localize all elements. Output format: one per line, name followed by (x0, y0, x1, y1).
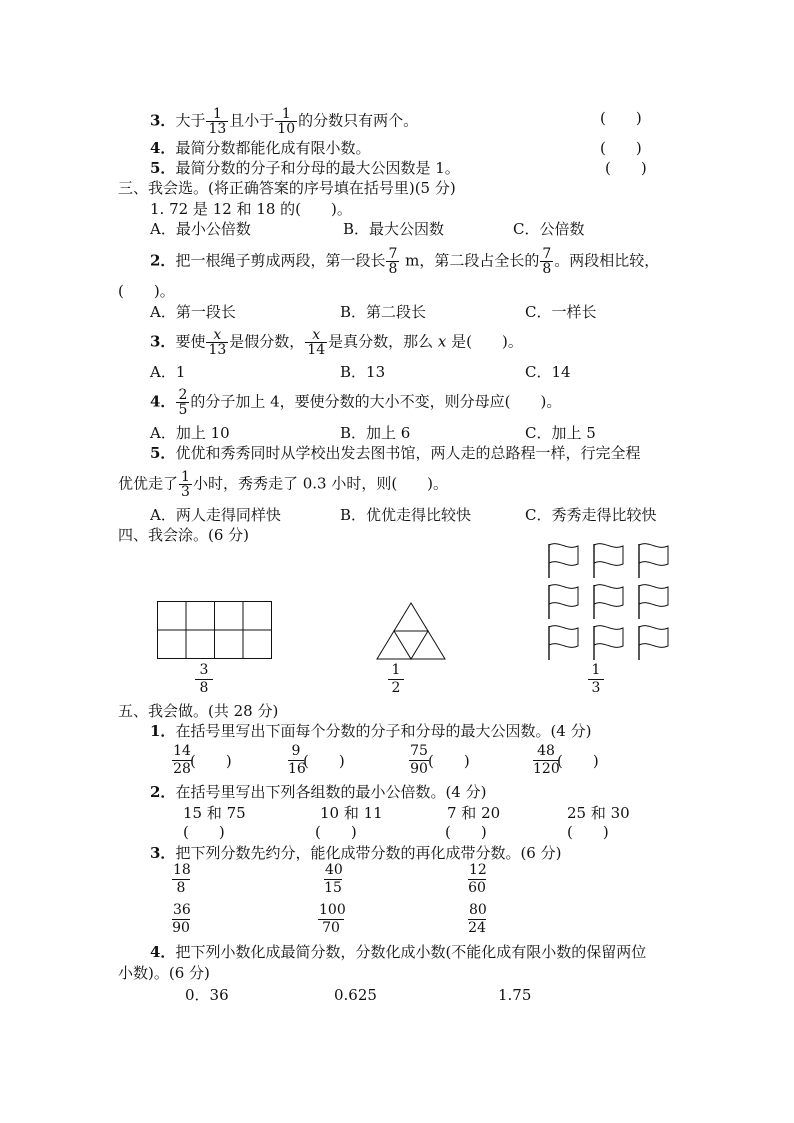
flag-icon[interactable] (639, 544, 668, 578)
fraction (533, 743, 559, 778)
numerator: 80 (469, 902, 487, 918)
item-number: 1． (150, 722, 176, 740)
numerator: 36 (173, 902, 191, 918)
text: 且小于 (229, 111, 275, 130)
choice-q5 (150, 443, 640, 463)
item-number: 2． (150, 783, 176, 801)
fraction (409, 743, 429, 778)
work-q4-cont: 小数)。(6 分) (118, 964, 210, 982)
text: 小时，秀秀走了 0.3 小时，则( )。 (192, 474, 449, 493)
option-c[interactable]: C．一样长 (525, 303, 597, 321)
denominator: 70 (322, 920, 340, 936)
convert-item: 1.75 (498, 986, 532, 1004)
denominator: 28 (173, 761, 191, 777)
text: 。两段相比较， (554, 251, 660, 270)
item-number: 3． (150, 332, 176, 351)
choice-q4 (150, 388, 561, 417)
answer-paren[interactable]: ( ) (567, 823, 609, 841)
option-a[interactable]: A．第一段长 (150, 303, 236, 321)
denominator: 24 (468, 920, 486, 936)
judge-item-5 (150, 158, 460, 178)
item-number: 3． (150, 111, 176, 130)
option-b[interactable]: B．13 (340, 363, 386, 381)
numerator: 1 (388, 662, 404, 680)
flag-icon[interactable] (639, 585, 668, 619)
flag-icon[interactable] (639, 626, 668, 660)
denominator: 2 (391, 680, 401, 696)
fraction-label (588, 662, 604, 697)
option-a[interactable]: A．加上 10 (150, 424, 230, 442)
choice-q2 (150, 247, 659, 276)
fraction (172, 862, 190, 897)
denominator: 8 (199, 680, 209, 696)
fraction-label (388, 662, 404, 697)
denominator: 15 (324, 880, 342, 896)
choice-q1: 1. 72 是 12 和 18 的( )。 (150, 200, 352, 218)
work-q3 (150, 843, 561, 863)
triangle-figure[interactable] (376, 602, 446, 660)
denominator: 10 (277, 121, 296, 137)
fraction (206, 328, 228, 357)
fraction-label (195, 662, 213, 697)
denominator: 13 (208, 342, 227, 358)
answer-paren[interactable]: ( ) (600, 139, 642, 157)
answer-paren[interactable]: ( ) (605, 159, 647, 177)
option-b[interactable]: B．加上 6 (340, 424, 411, 442)
variable: x (437, 332, 447, 351)
flag-icon[interactable] (594, 626, 623, 660)
text: 在括号里写出下面每个分数的分子和分母的最大公因数。(4 分) (175, 722, 592, 740)
choice-q5-line2 (118, 470, 448, 499)
numerator: 14 (173, 743, 191, 759)
option-c[interactable]: C．秀秀走得比较快 (525, 506, 657, 524)
convert-item: 0.625 (334, 986, 377, 1004)
numerator: 1 (588, 662, 604, 680)
number-pair: 15 和 75 (183, 804, 246, 822)
numerator: 1 (275, 107, 297, 122)
text: 把一根绳子剪成两段，第一段长 (175, 251, 386, 270)
item-number: 5． (150, 159, 176, 177)
option-b[interactable]: B．最大公因数 (343, 220, 445, 238)
option-b[interactable]: B．第二段长 (340, 303, 427, 321)
text: 是假分数， (229, 332, 305, 351)
fraction (172, 743, 192, 778)
denominator: 14 (307, 342, 326, 358)
item-number: 3． (150, 844, 176, 862)
numerator: 2 (178, 387, 188, 403)
numerator: 1 (206, 107, 228, 122)
section-5-title: 五、我会做。(共 28 分) (118, 702, 279, 720)
numerator: 48 (533, 743, 559, 761)
option-c[interactable]: C．14 (525, 363, 571, 381)
answer-paren[interactable]: ( ) (428, 752, 470, 770)
numerator: 9 (288, 743, 304, 761)
flags-figure[interactable] (545, 542, 675, 662)
choice-q2-cont: ( )。 (118, 282, 175, 300)
numerator: 7 (388, 246, 398, 262)
fraction (179, 470, 192, 499)
answer-paren[interactable]: ( ) (445, 823, 487, 841)
choice-q3 (150, 328, 523, 357)
text: 大于 (175, 111, 206, 130)
option-a[interactable]: A．1 (150, 363, 186, 381)
denominator: 60 (468, 880, 486, 896)
fraction (468, 902, 486, 937)
denominator: 13 (208, 121, 227, 137)
denominator: 16 (288, 761, 306, 777)
judge-item-3 (150, 107, 418, 136)
text: 的分子加上 4，要使分数的大小不变，则分母应( )。 (190, 392, 562, 411)
numerator: 40 (325, 862, 343, 878)
answer-paren[interactable]: ( ) (557, 752, 599, 770)
flag-icon[interactable] (549, 626, 578, 660)
option-a[interactable]: A．两人走得同样快 (150, 506, 281, 524)
numerator: 12 (469, 862, 487, 878)
text: 优优和秀秀同时从学校出发去图书馆，两人走的总路程一样，行完全程 (175, 444, 641, 462)
fraction (386, 247, 399, 276)
text: 把下列小数化成最简分数，分数化成小数(不能化成有限小数的保留两位 (175, 943, 647, 961)
denominator: 3 (591, 680, 601, 696)
option-c[interactable]: C．公倍数 (513, 220, 585, 238)
numerator: x (206, 328, 228, 343)
answer-paren[interactable]: ( ) (315, 823, 357, 841)
denominator: 120 (533, 761, 560, 777)
fraction (324, 862, 342, 897)
item-number: 4． (150, 392, 176, 411)
section-4-title: 四、我会涂。(6 分) (118, 526, 250, 544)
denominator: 8 (176, 880, 186, 896)
numerator: 100 (319, 902, 346, 918)
denominator: 90 (410, 761, 428, 777)
numerator: 3 (195, 662, 213, 680)
work-q2 (150, 782, 486, 802)
option-c[interactable]: C．加上 5 (525, 424, 596, 442)
denominator: 3 (181, 484, 190, 500)
number-pair: 7 和 20 (447, 804, 501, 822)
answer-paren[interactable]: ( ) (303, 752, 345, 770)
text: 优优走了 (118, 474, 179, 493)
denominator: 5 (178, 402, 188, 418)
number-pair: 25 和 30 (567, 804, 630, 822)
fraction (206, 107, 228, 136)
flag-icon[interactable] (549, 544, 578, 578)
denominator: 90 (172, 920, 190, 936)
inner-triangle (394, 631, 428, 659)
text: m，第二段占全长的 (400, 251, 540, 270)
text: 要使 (175, 332, 206, 351)
work-q4 (150, 942, 646, 962)
numerator: 75 (410, 743, 428, 759)
item-number: 2． (150, 251, 176, 270)
fraction (176, 388, 189, 417)
numerator: 18 (173, 862, 191, 878)
fraction (305, 328, 327, 357)
number-pair: 10 和 11 (320, 804, 383, 822)
numerator: x (305, 328, 327, 343)
text: 是真分数，那么 (328, 332, 438, 351)
convert-item: 0．36 (185, 986, 229, 1004)
item-number: 5． (150, 444, 176, 462)
fraction (275, 107, 297, 136)
text: 把下列分数先约分，能化成带分数的再化成带分数。(6 分) (175, 844, 562, 862)
answer-paren[interactable]: ( ) (600, 109, 642, 127)
option-b[interactable]: B．优优走得比较快 (340, 506, 472, 524)
text: 最简分数都能化成有限小数。 (175, 139, 371, 157)
text: 在括号里写出下列各组数的最小公倍数。(4 分) (175, 783, 487, 801)
work-q1 (150, 721, 591, 741)
item-number: 4． (150, 139, 176, 157)
text: 是( )。 (446, 332, 523, 351)
option-a[interactable]: A．最小公倍数 (150, 220, 251, 238)
flag-icon[interactable] (594, 585, 623, 619)
judge-item-4 (150, 138, 370, 158)
fraction (468, 862, 486, 897)
fraction (172, 902, 190, 937)
flag-icon[interactable] (594, 544, 623, 578)
denominator: 8 (388, 261, 398, 277)
answer-paren[interactable]: ( ) (183, 823, 225, 841)
flag-icon[interactable] (549, 585, 578, 619)
fraction (318, 902, 344, 937)
item-number: 4． (150, 943, 176, 961)
fraction (288, 743, 304, 778)
answer-paren[interactable]: ( ) (190, 752, 232, 770)
section-3-title: 三、我会选。(将正确答案的序号填在括号里)(5 分) (118, 179, 456, 197)
text: 最简分数的分子和分母的最大公因数是 1。 (175, 159, 460, 177)
numerator: 1 (181, 469, 190, 485)
numerator: 7 (542, 246, 552, 262)
text: 的分数只有两个。 (298, 111, 419, 130)
fraction (540, 247, 553, 276)
rectangle-grid-figure[interactable] (157, 601, 273, 661)
denominator: 8 (542, 261, 552, 277)
